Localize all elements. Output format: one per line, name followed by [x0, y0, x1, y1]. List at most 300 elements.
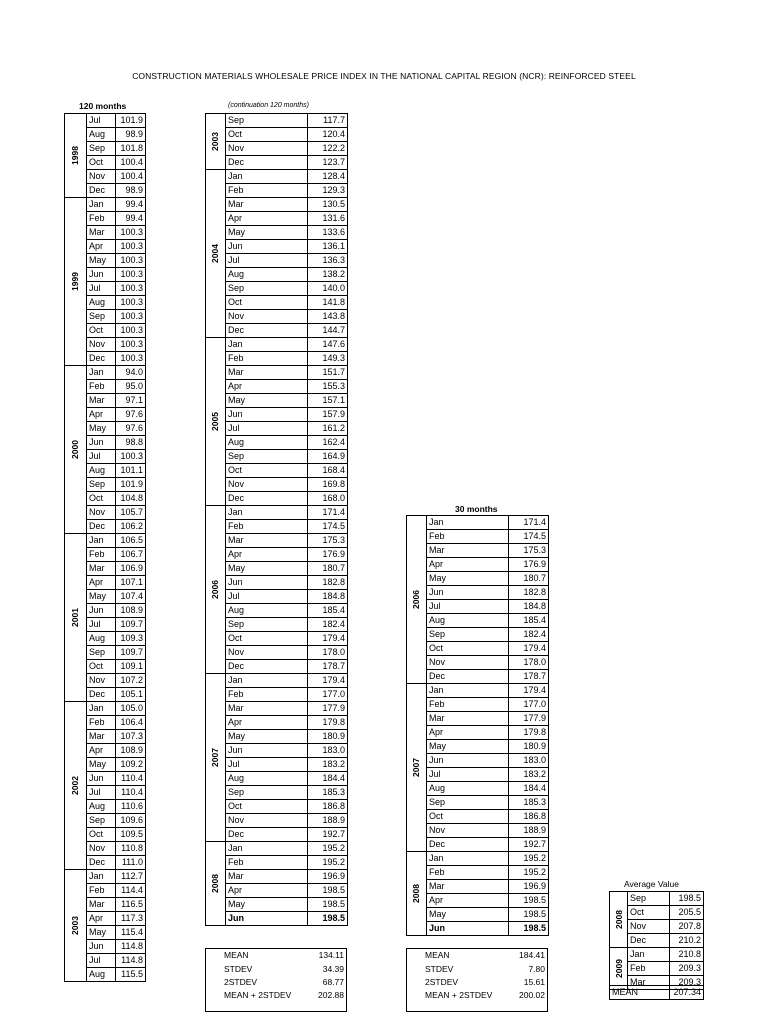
month-cell: Jul — [87, 450, 116, 464]
month-cell: Feb — [226, 688, 308, 702]
table-average-value — [609, 891, 704, 990]
value-cell: 117.7 — [308, 114, 348, 128]
value-cell: 107.1 — [116, 576, 146, 590]
month-cell: Apr — [226, 212, 308, 226]
value-cell: 183.0 — [308, 744, 348, 758]
stat-label: STDEV — [425, 963, 454, 974]
value-cell: 178.7 — [509, 670, 549, 684]
month-cell: Feb — [87, 716, 116, 730]
table-row — [65, 534, 146, 548]
stat-value: 134.11 — [318, 950, 344, 961]
stat-label: MEAN + 2STDEV — [224, 990, 292, 1001]
table-row — [206, 534, 348, 548]
table-row — [206, 450, 348, 464]
table-row — [206, 548, 348, 562]
table-row — [206, 590, 348, 604]
value-cell: 110.6 — [116, 800, 146, 814]
value-cell: 169.8 — [308, 478, 348, 492]
month-cell: Feb — [87, 884, 116, 898]
table-row — [206, 352, 348, 366]
stats-row — [220, 989, 348, 1002]
stat-label: MEAN + 2STDEV — [425, 990, 493, 1001]
value-cell: 107.2 — [116, 674, 146, 688]
value-cell: 100.4 — [116, 170, 146, 184]
month-cell: Mar — [226, 702, 308, 716]
value-cell: 207.8 — [670, 920, 704, 934]
value-cell: 109.2 — [116, 758, 146, 772]
value-cell: 178.0 — [509, 656, 549, 670]
month-cell: Apr — [427, 558, 509, 572]
month-cell: Jan — [87, 198, 116, 212]
month-cell: Jun — [87, 604, 116, 618]
value-cell: 110.8 — [116, 842, 146, 856]
table-row — [407, 768, 549, 782]
value-cell: 180.9 — [308, 730, 348, 744]
value-cell: 179.8 — [509, 726, 549, 740]
month-cell: May — [226, 394, 308, 408]
value-cell: 138.2 — [308, 268, 348, 282]
value-cell: 108.9 — [116, 604, 146, 618]
table-row — [407, 656, 549, 670]
stat-value: 207.34 — [670, 986, 704, 1000]
value-cell: 140.0 — [308, 282, 348, 296]
month-cell: Mar — [87, 394, 116, 408]
month-cell: Dec — [226, 828, 308, 842]
month-cell: Jul — [226, 590, 308, 604]
month-cell: Sep — [87, 646, 116, 660]
month-cell: Jan — [87, 702, 116, 716]
month-cell: Jul — [226, 254, 308, 268]
value-cell: 114.8 — [116, 940, 146, 954]
value-cell: 98.9 — [116, 128, 146, 142]
month-cell: Jan — [87, 366, 116, 380]
table-row — [206, 240, 348, 254]
year-cell — [65, 114, 87, 198]
year-cell — [65, 870, 87, 982]
table-row — [206, 576, 348, 590]
value-cell: 168.0 — [308, 492, 348, 506]
value-cell: 122.2 — [308, 142, 348, 156]
month-cell: Nov — [226, 478, 308, 492]
stat-value: 184.41 — [519, 950, 545, 961]
year-cell — [206, 114, 226, 170]
value-cell: 196.9 — [509, 880, 549, 894]
month-cell: Jul — [427, 600, 509, 614]
table-row — [65, 114, 146, 128]
month-cell: Jul — [87, 618, 116, 632]
month-cell: Aug — [87, 128, 116, 142]
table-120-months — [64, 113, 146, 982]
month-cell: Oct — [226, 464, 308, 478]
table-row — [407, 880, 549, 894]
value-cell: 97.1 — [116, 394, 146, 408]
value-cell: 109.6 — [116, 814, 146, 828]
month-cell: Dec — [226, 324, 308, 338]
value-cell: 106.7 — [116, 548, 146, 562]
month-cell: Jan — [226, 338, 308, 352]
month-cell: Oct — [226, 800, 308, 814]
value-cell: 101.1 — [116, 464, 146, 478]
month-cell: Jun — [427, 754, 509, 768]
year-cell — [206, 506, 226, 674]
value-cell: 151.7 — [308, 366, 348, 380]
value-cell: 180.7 — [509, 572, 549, 586]
table-row — [206, 478, 348, 492]
month-cell: Jun — [87, 436, 116, 450]
value-cell: 186.8 — [308, 800, 348, 814]
value-cell: 196.9 — [308, 870, 348, 884]
month-cell: Jun — [226, 744, 308, 758]
table-row — [206, 184, 348, 198]
table-row — [407, 712, 549, 726]
table-row — [206, 212, 348, 226]
value-cell: 110.4 — [116, 786, 146, 800]
value-cell: 182.4 — [509, 628, 549, 642]
month-cell: Jan — [226, 170, 308, 184]
month-cell: Apr — [226, 380, 308, 394]
value-cell: 184.8 — [308, 590, 348, 604]
value-cell: 110.4 — [116, 772, 146, 786]
month-cell: Dec — [628, 934, 670, 948]
stats-row — [421, 989, 549, 1002]
month-cell: Jun — [427, 586, 509, 600]
stats-row — [421, 949, 549, 962]
month-cell: Aug — [226, 436, 308, 450]
value-cell: 115.4 — [116, 926, 146, 940]
value-cell: 177.9 — [509, 712, 549, 726]
table-row — [206, 800, 348, 814]
month-cell: Dec — [226, 660, 308, 674]
table-row — [610, 948, 704, 962]
table-row — [206, 912, 348, 926]
table-row — [65, 870, 146, 884]
stats-table-120 — [220, 949, 348, 1003]
table-row — [206, 842, 348, 856]
value-cell: 100.3 — [116, 324, 146, 338]
month-cell: May — [226, 898, 308, 912]
month-cell: May — [87, 254, 116, 268]
table-row — [206, 730, 348, 744]
value-cell: 175.3 — [509, 544, 549, 558]
value-cell: 108.9 — [116, 744, 146, 758]
value-cell: 109.5 — [116, 828, 146, 842]
value-cell: 128.4 — [308, 170, 348, 184]
value-cell: 107.4 — [116, 590, 146, 604]
table-row — [206, 828, 348, 842]
table-row — [206, 646, 348, 660]
table-row — [206, 408, 348, 422]
year-label: 2008 — [613, 910, 624, 929]
month-cell: Oct — [87, 324, 116, 338]
year-cell — [206, 674, 226, 842]
month-cell: Feb — [226, 352, 308, 366]
year-cell — [65, 366, 87, 534]
value-cell: 178.7 — [308, 660, 348, 674]
stats-row — [610, 986, 704, 1000]
table-row — [407, 544, 549, 558]
month-cell: Nov — [87, 338, 116, 352]
stats-row — [421, 976, 549, 989]
month-cell: Jun — [226, 408, 308, 422]
table-row — [206, 366, 348, 380]
table-row — [206, 226, 348, 240]
table-row — [206, 324, 348, 338]
year-label: 2001 — [69, 608, 80, 627]
value-cell: 195.2 — [509, 852, 549, 866]
month-cell: Aug — [87, 800, 116, 814]
year-cell — [407, 684, 427, 852]
month-cell: Dec — [87, 352, 116, 366]
value-cell: 100.3 — [116, 254, 146, 268]
year-label: 1998 — [69, 146, 80, 165]
table-row — [407, 600, 549, 614]
year-label: 2005 — [209, 412, 220, 431]
month-cell: Mar — [427, 712, 509, 726]
value-cell: 177.9 — [308, 702, 348, 716]
value-cell: 116.5 — [116, 898, 146, 912]
month-cell: Sep — [87, 142, 116, 156]
value-cell: 100.3 — [116, 352, 146, 366]
value-cell: 188.9 — [509, 824, 549, 838]
table-row — [407, 838, 549, 852]
month-cell: May — [427, 572, 509, 586]
month-cell: Jan — [226, 842, 308, 856]
month-cell: Feb — [427, 866, 509, 880]
month-cell: Dec — [427, 838, 509, 852]
value-cell: 185.4 — [509, 614, 549, 628]
value-cell: 183.2 — [509, 768, 549, 782]
stats-row — [220, 976, 348, 989]
month-cell: Nov — [87, 170, 116, 184]
value-cell: 111.0 — [116, 856, 146, 870]
value-cell: 198.5 — [308, 898, 348, 912]
month-cell: Mar — [226, 198, 308, 212]
month-cell: May — [427, 740, 509, 754]
label-120-months: 120 months — [79, 101, 127, 111]
table-row — [206, 604, 348, 618]
month-cell: Apr — [87, 408, 116, 422]
stat-value: 7.80 — [528, 963, 545, 974]
value-cell: 106.4 — [116, 716, 146, 730]
value-cell: 188.9 — [308, 814, 348, 828]
table-row — [407, 754, 549, 768]
table-row — [206, 744, 348, 758]
value-cell: 94.0 — [116, 366, 146, 380]
value-cell: 209.3 — [670, 962, 704, 976]
table-row — [206, 814, 348, 828]
table-row — [206, 464, 348, 478]
value-cell: 95.0 — [116, 380, 146, 394]
month-cell: Jan — [427, 516, 509, 530]
stat-value: 15.61 — [523, 976, 545, 987]
month-cell: Nov — [427, 824, 509, 838]
year-label: 2006 — [209, 580, 220, 599]
month-cell: Aug — [87, 632, 116, 646]
value-cell: 182.8 — [308, 576, 348, 590]
value-cell: 149.3 — [308, 352, 348, 366]
value-cell: 157.9 — [308, 408, 348, 422]
value-cell: 171.4 — [509, 516, 549, 530]
value-cell: 192.7 — [509, 838, 549, 852]
value-cell: 198.5 — [670, 892, 704, 906]
value-cell: 99.4 — [116, 198, 146, 212]
table-row — [206, 562, 348, 576]
month-cell: May — [226, 562, 308, 576]
month-cell: Dec — [87, 856, 116, 870]
table-row — [407, 572, 549, 586]
month-cell: Aug — [87, 464, 116, 478]
month-cell: Aug — [226, 772, 308, 786]
month-cell: Feb — [628, 962, 670, 976]
stats-row — [421, 962, 549, 975]
year-label: 2006 — [410, 590, 421, 609]
month-cell: Mar — [87, 730, 116, 744]
month-cell: Feb — [87, 548, 116, 562]
value-cell: 195.2 — [308, 856, 348, 870]
year-label: 2003 — [209, 132, 220, 151]
table-row — [206, 338, 348, 352]
month-cell: Sep — [427, 628, 509, 642]
value-cell: 123.7 — [308, 156, 348, 170]
month-cell: May — [87, 926, 116, 940]
table-row — [407, 852, 549, 866]
month-cell: Aug — [87, 968, 116, 982]
value-cell: 205.5 — [670, 906, 704, 920]
table-row — [610, 892, 704, 906]
table-row — [407, 586, 549, 600]
value-cell: 198.5 — [308, 912, 348, 926]
value-cell: 176.9 — [509, 558, 549, 572]
table-row — [206, 506, 348, 520]
value-cell: 100.3 — [116, 450, 146, 464]
month-cell: Aug — [87, 296, 116, 310]
table-row — [407, 530, 549, 544]
value-cell: 112.7 — [116, 870, 146, 884]
month-cell: Jun — [87, 772, 116, 786]
year-label: 2002 — [69, 776, 80, 795]
month-cell: May — [226, 226, 308, 240]
table-row — [407, 726, 549, 740]
value-cell: 98.9 — [116, 184, 146, 198]
value-cell: 143.8 — [308, 310, 348, 324]
value-cell: 100.3 — [116, 226, 146, 240]
table-row — [206, 856, 348, 870]
month-cell: Dec — [87, 688, 116, 702]
month-cell: Dec — [427, 670, 509, 684]
label-continuation: (continuation 120 months) — [228, 102, 309, 109]
month-cell: Nov — [87, 506, 116, 520]
month-cell: Nov — [87, 674, 116, 688]
value-cell: 97.6 — [116, 422, 146, 436]
month-cell: Mar — [87, 562, 116, 576]
table-30-months — [406, 515, 549, 936]
month-cell: Jul — [226, 422, 308, 436]
table-row — [407, 824, 549, 838]
month-cell: Nov — [226, 310, 308, 324]
table-row — [206, 716, 348, 730]
value-cell: 100.3 — [116, 338, 146, 352]
table-row — [206, 674, 348, 688]
month-cell: Apr — [87, 912, 116, 926]
value-cell: 120.4 — [308, 128, 348, 142]
table-row — [206, 198, 348, 212]
month-cell: Jul — [87, 786, 116, 800]
table-row — [206, 884, 348, 898]
month-cell: May — [87, 758, 116, 772]
table-row — [407, 614, 549, 628]
month-cell: Dec — [226, 492, 308, 506]
value-cell: 185.4 — [308, 604, 348, 618]
month-cell: Jul — [226, 758, 308, 772]
table-row — [206, 156, 348, 170]
month-cell: Nov — [427, 656, 509, 670]
month-cell: Jul — [87, 954, 116, 968]
month-cell: Oct — [87, 156, 116, 170]
month-cell: Mar — [87, 226, 116, 240]
month-cell: Feb — [427, 530, 509, 544]
value-cell: 100.3 — [116, 282, 146, 296]
month-cell: May — [427, 908, 509, 922]
year-label: 2007 — [209, 748, 220, 767]
value-cell: 184.4 — [308, 772, 348, 786]
value-cell: 184.8 — [509, 600, 549, 614]
table-row — [206, 436, 348, 450]
label-average-value: Average Value — [624, 879, 679, 889]
table-row — [407, 908, 549, 922]
month-cell: Oct — [226, 296, 308, 310]
month-cell: Jan — [427, 852, 509, 866]
month-cell: Mar — [226, 534, 308, 548]
table-row — [206, 394, 348, 408]
value-cell: 175.3 — [308, 534, 348, 548]
month-cell: Apr — [226, 884, 308, 898]
value-cell: 136.1 — [308, 240, 348, 254]
value-cell: 131.6 — [308, 212, 348, 226]
value-cell: 98.8 — [116, 436, 146, 450]
stat-value: 34.39 — [322, 963, 344, 974]
month-cell: Mar — [87, 898, 116, 912]
table-row — [65, 702, 146, 716]
table-row — [407, 894, 549, 908]
table-row — [206, 254, 348, 268]
year-label: 2007 — [410, 758, 421, 777]
month-cell: Aug — [427, 614, 509, 628]
table-row — [206, 702, 348, 716]
value-cell: 100.3 — [116, 240, 146, 254]
table-row — [206, 310, 348, 324]
month-cell: Sep — [226, 282, 308, 296]
table-row — [206, 170, 348, 184]
value-cell: 157.1 — [308, 394, 348, 408]
month-cell: Aug — [226, 268, 308, 282]
month-cell: Apr — [226, 716, 308, 730]
month-cell: Apr — [226, 548, 308, 562]
table-row — [407, 782, 549, 796]
table-row — [206, 114, 348, 128]
month-cell: Sep — [87, 310, 116, 324]
stats-row — [220, 962, 348, 975]
table-row — [407, 516, 549, 530]
month-cell: Jun — [87, 268, 116, 282]
year-cell — [65, 702, 87, 870]
value-cell: 210.8 — [670, 948, 704, 962]
value-cell: 144.7 — [308, 324, 348, 338]
value-cell: 130.5 — [308, 198, 348, 212]
value-cell: 100.3 — [116, 296, 146, 310]
year-label: 2009 — [613, 959, 624, 978]
month-cell: Sep — [87, 478, 116, 492]
month-cell: Feb — [427, 698, 509, 712]
